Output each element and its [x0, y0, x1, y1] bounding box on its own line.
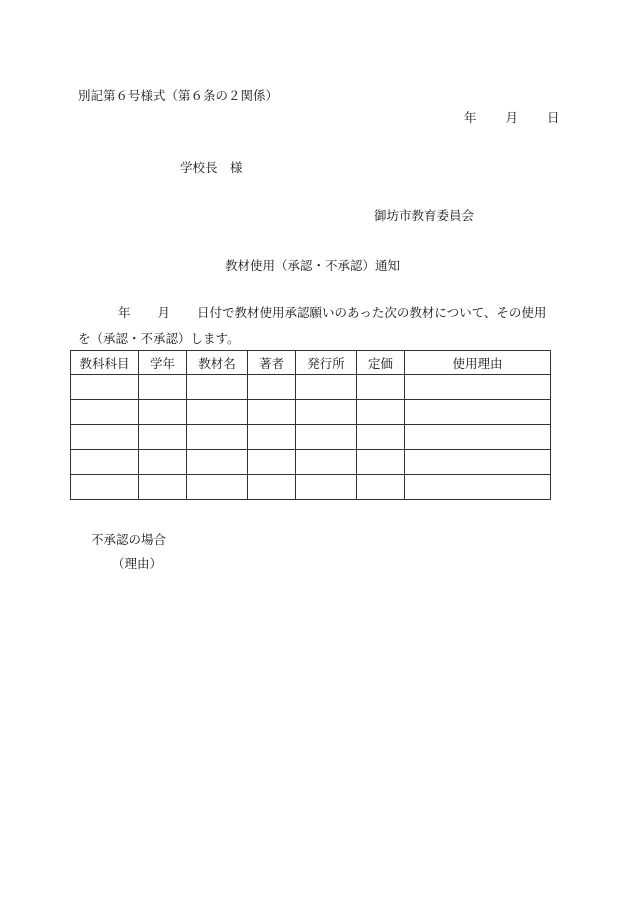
table-row: [71, 400, 551, 425]
table-cell: [71, 400, 139, 425]
table-cell: [357, 375, 405, 400]
table-cell: [296, 425, 357, 450]
table-cell: [405, 450, 551, 475]
textbook-table: [70, 350, 551, 500]
table-cell: [187, 425, 248, 450]
header-reason: 使用理由: [405, 351, 551, 375]
table-cell: [357, 475, 405, 500]
table-cell: [405, 425, 551, 450]
table-cell: [71, 475, 139, 500]
issuer: 御坊市教育委員会: [374, 208, 475, 223]
header-subject: 教科科目: [71, 351, 139, 375]
rejection-section-label: 不承認の場合: [91, 532, 167, 547]
document-title: 教材使用（承認・不承認）通知: [225, 258, 401, 273]
table-cell: [357, 400, 405, 425]
table-header-row: [71, 351, 551, 375]
table-cell: [187, 375, 248, 400]
table-cell: [139, 400, 187, 425]
table-row: [71, 425, 551, 450]
table-cell: [248, 400, 296, 425]
table-cell: [296, 375, 357, 400]
table-cell: [139, 475, 187, 500]
header-publisher: 発行所: [296, 351, 357, 375]
table-cell: [248, 475, 296, 500]
table-cell: [187, 400, 248, 425]
table-cell: [357, 425, 405, 450]
header-grade: 学年: [139, 351, 187, 375]
table-row: [71, 375, 551, 400]
table-cell: [187, 450, 248, 475]
table-cell: [296, 475, 357, 500]
date-year: 年: [464, 110, 477, 125]
recipient: 学校長 様: [180, 160, 243, 175]
date-month: 月: [505, 110, 519, 125]
body-month: 月: [157, 305, 171, 320]
table-cell: [71, 375, 139, 400]
rejection-reason-label: （理由）: [112, 556, 163, 571]
date-day: 日: [547, 110, 560, 125]
header-author: 著者: [248, 351, 296, 375]
table-cell: [139, 450, 187, 475]
header-material-name: 教材名: [187, 351, 248, 375]
table-cell: [71, 450, 139, 475]
table-cell: [139, 425, 187, 450]
table-cell: [405, 475, 551, 500]
form-number: 別記第６号様式（第６条の２関係）: [78, 88, 279, 103]
body-year: 年: [118, 305, 131, 320]
table-row: [71, 450, 551, 475]
body-text: 日付で教材使用承認願いのあった次の教材について、その使用: [197, 305, 547, 320]
table-cell: [248, 425, 296, 450]
header-price: 定価: [357, 351, 405, 375]
body-paragraph-line1: [78, 307, 546, 320]
table-cell: [405, 375, 551, 400]
table-cell: [71, 425, 139, 450]
table-cell: [248, 450, 296, 475]
table-cell: [296, 400, 357, 425]
date-line: [464, 112, 560, 125]
table-row: [71, 475, 551, 500]
table-cell: [139, 375, 187, 400]
table-cell: [357, 450, 405, 475]
body-paragraph-line2: を（承認・不承認）します。: [78, 331, 240, 346]
table-cell: [405, 400, 551, 425]
table-cell: [296, 450, 357, 475]
table-cell: [187, 475, 248, 500]
table-cell: [248, 375, 296, 400]
